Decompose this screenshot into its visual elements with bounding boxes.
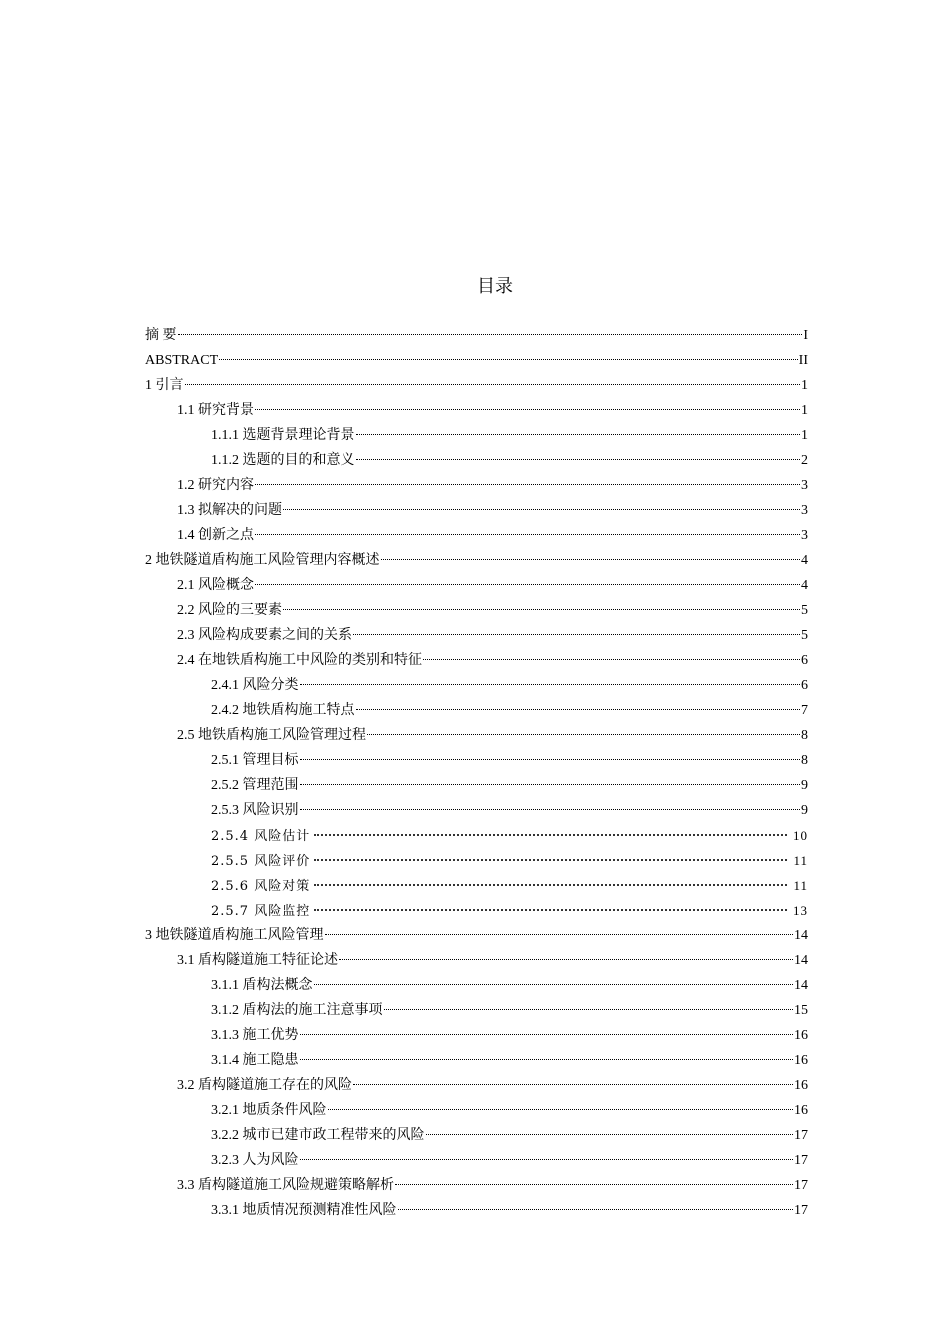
toc-entry[interactable] — [145, 323, 808, 348]
toc-entry-label: 2.5.7 风险监控 — [211, 904, 311, 919]
toc-entry-page-number: 16 — [794, 1028, 808, 1043]
toc-entry-label: 2.2 风险的三要素 — [177, 603, 282, 618]
toc-entry-page-number: 17 — [794, 1203, 808, 1218]
dot-leader — [314, 909, 787, 911]
toc-entry-label: 3.1 盾构隧道施工特征论述 — [177, 953, 338, 968]
dot-leader — [325, 934, 794, 935]
toc-title: 目录 — [477, 276, 513, 296]
dot-leader — [314, 984, 794, 985]
dot-leader — [300, 1034, 794, 1035]
toc-entry[interactable] — [145, 1173, 808, 1198]
toc-entry-page-number: 9 — [801, 803, 808, 818]
toc-entry[interactable] — [145, 998, 808, 1023]
toc-entry[interactable] — [145, 1023, 808, 1048]
toc-entry-label: 2.5.3 风险识别 — [211, 803, 299, 818]
toc-entry-label: 2 地铁隧道盾构施工风险管理内容概述 — [145, 553, 380, 568]
dot-leader — [178, 334, 803, 335]
dot-leader — [283, 509, 800, 510]
toc-entry-page-number: 17 — [794, 1178, 808, 1193]
toc-entry-page-number: 14 — [794, 978, 808, 993]
toc-entry[interactable] — [145, 923, 808, 948]
dot-leader — [185, 384, 801, 385]
toc-entry[interactable] — [145, 348, 808, 373]
toc-entry-page-number: 9 — [801, 778, 808, 793]
toc-entry[interactable] — [145, 498, 808, 523]
dot-leader — [367, 734, 800, 735]
toc-entry-page-number: 1 — [801, 428, 808, 443]
toc-entry-page-number: 4 — [801, 553, 808, 568]
toc-entry[interactable] — [145, 773, 808, 798]
dot-leader — [300, 759, 801, 760]
toc-entry[interactable] — [145, 1123, 808, 1148]
toc-entry-page-number: 8 — [801, 753, 808, 768]
toc-entry-label: 2.3 风险构成要素之间的关系 — [177, 628, 352, 643]
toc-entry-label: 3.1.3 施工优势 — [211, 1028, 299, 1043]
toc-entry-label: 2.5.4 风险估计 — [211, 829, 311, 844]
toc-entry-page-number: I — [803, 328, 808, 343]
toc-entry-page-number: 15 — [794, 1003, 808, 1018]
toc-entry-page-number: 17 — [794, 1128, 808, 1143]
toc-entry-page-number: 11 — [793, 853, 808, 868]
toc-entry-label: 3.3 盾构隧道施工风险规避策略解析 — [177, 1178, 394, 1193]
toc-entry[interactable] — [145, 573, 808, 598]
toc-entry-label: 2.5.6 风险对策 — [211, 879, 311, 894]
toc-entry[interactable] — [145, 423, 808, 448]
toc-entry[interactable] — [145, 1073, 808, 1098]
toc-entry-label: 2.5.5 风险评价 — [211, 854, 311, 869]
toc-entry-label: 2.5 地铁盾构施工风险管理过程 — [177, 728, 366, 743]
toc-entry[interactable] — [145, 748, 808, 773]
toc-entry-label: 摘 要 — [145, 328, 177, 343]
toc-entry-page-number: 16 — [794, 1103, 808, 1118]
toc-entry-page-number: II — [798, 353, 808, 368]
dot-leader — [353, 634, 800, 635]
toc-entry-page-number: 16 — [794, 1078, 808, 1093]
dot-leader — [283, 609, 800, 610]
toc-entry-page-number: 5 — [801, 628, 808, 643]
dot-leader — [356, 459, 801, 460]
dot-leader — [300, 784, 801, 785]
toc-entry-page-number: 1 — [801, 378, 808, 393]
toc-entry[interactable] — [145, 548, 808, 573]
toc-entry-label: 3.2 盾构隧道施工存在的风险 — [177, 1078, 352, 1093]
toc-entry-label: 2.4.2 地铁盾构施工特点 — [211, 703, 355, 718]
toc-entry[interactable] — [145, 523, 808, 548]
toc-entry-page-number: 14 — [794, 928, 808, 943]
toc-entry-label: 3.2.2 城市已建市政工程带来的风险 — [211, 1128, 425, 1143]
dot-leader — [381, 559, 801, 560]
toc-entry-page-number: 3 — [801, 528, 808, 543]
table-of-contents — [145, 323, 808, 1223]
dot-leader — [219, 359, 798, 360]
toc-entry-label: 1.1.2 选题的目的和意义 — [211, 453, 355, 468]
dot-leader — [300, 1059, 794, 1060]
toc-entry-page-number: 2 — [801, 453, 808, 468]
dot-leader — [384, 1009, 794, 1010]
toc-entry-page-number: 8 — [801, 728, 808, 743]
dot-leader — [328, 1109, 794, 1110]
toc-entry-page-number: 16 — [794, 1053, 808, 1068]
toc-entry-label: 2.4 在地铁盾构施工中风险的类别和特征 — [177, 653, 422, 668]
dot-leader — [314, 834, 787, 836]
toc-entry[interactable] — [145, 948, 808, 973]
toc-entry[interactable] — [145, 673, 808, 698]
toc-entry-page-number: 7 — [801, 703, 808, 718]
toc-entry[interactable] — [145, 798, 808, 823]
toc-entry-label: 3.2.1 地质条件风险 — [211, 1103, 327, 1118]
toc-entry[interactable] — [145, 698, 808, 723]
toc-entry[interactable] — [145, 848, 808, 873]
dot-leader — [339, 959, 793, 960]
toc-entry-label: 3.1.1 盾构法概念 — [211, 978, 313, 993]
dot-leader — [255, 484, 800, 485]
dot-leader — [255, 409, 800, 410]
toc-entry[interactable] — [145, 373, 808, 398]
dot-leader — [314, 859, 787, 861]
toc-entry[interactable] — [145, 648, 808, 673]
toc-entry-page-number: 5 — [801, 603, 808, 618]
toc-entry-page-number: 10 — [793, 828, 808, 843]
dot-leader — [255, 584, 800, 585]
dot-leader — [300, 1159, 794, 1160]
toc-entry-page-number: 17 — [794, 1153, 808, 1168]
toc-entry[interactable] — [145, 623, 808, 648]
toc-entry-page-number: 13 — [793, 903, 808, 918]
dot-leader — [255, 534, 800, 535]
dot-leader — [353, 1084, 793, 1085]
dot-leader — [423, 659, 800, 660]
toc-entry-label: 3 地铁隧道盾构施工风险管理 — [145, 928, 324, 943]
toc-entry-label: 1.3 拟解决的问题 — [177, 503, 282, 518]
toc-entry[interactable] — [145, 1148, 808, 1173]
toc-entry-page-number: 4 — [801, 578, 808, 593]
dot-leader — [426, 1134, 794, 1135]
toc-entry-page-number: 1 — [801, 403, 808, 418]
toc-entry-label: 1.4 创新之点 — [177, 528, 254, 543]
toc-entry-label: 2.5.2 管理范围 — [211, 778, 299, 793]
toc-entry[interactable] — [145, 823, 808, 848]
toc-entry-label: 2.5.1 管理目标 — [211, 753, 299, 768]
toc-entry-label: 1.1.1 选题背景理论背景 — [211, 428, 355, 443]
toc-entry[interactable] — [145, 473, 808, 498]
toc-entry[interactable] — [145, 873, 808, 898]
toc-entry[interactable] — [145, 1048, 808, 1073]
toc-entry-page-number: 6 — [801, 653, 808, 668]
toc-entry-page-number: 6 — [801, 678, 808, 693]
toc-entry-label: 3.1.2 盾构法的施工注意事项 — [211, 1003, 383, 1018]
toc-entry-label: 1.1 研究背景 — [177, 403, 254, 418]
toc-entry-label: 2.1 风险概念 — [177, 578, 254, 593]
dot-leader — [398, 1209, 794, 1210]
toc-entry[interactable] — [145, 598, 808, 623]
toc-entry[interactable] — [145, 1198, 808, 1223]
toc-entry[interactable] — [145, 723, 808, 748]
toc-entry-page-number: 11 — [793, 878, 808, 893]
dot-leader — [314, 884, 787, 886]
toc-entry-page-number: 3 — [801, 478, 808, 493]
toc-entry[interactable] — [145, 898, 808, 923]
dot-leader — [300, 809, 801, 810]
dot-leader — [300, 684, 801, 685]
toc-entry[interactable] — [145, 448, 808, 473]
toc-entry-label: 3.2.3 人为风险 — [211, 1153, 299, 1168]
toc-entry-label: 1.2 研究内容 — [177, 478, 254, 493]
toc-entry-page-number: 14 — [794, 953, 808, 968]
toc-entry-label: ABSTRACT — [145, 353, 219, 368]
dot-leader — [395, 1184, 793, 1185]
toc-entry[interactable] — [145, 1098, 808, 1123]
toc-entry-label: 3.1.4 施工隐患 — [211, 1053, 299, 1068]
toc-entry-label: 2.4.1 风险分类 — [211, 678, 299, 693]
toc-entry-label: 3.3.1 地质情况预测精准性风险 — [211, 1203, 397, 1218]
toc-entry[interactable] — [145, 973, 808, 998]
dot-leader — [356, 434, 801, 435]
dot-leader — [356, 709, 801, 710]
toc-entry-page-number: 3 — [801, 503, 808, 518]
toc-entry[interactable] — [145, 398, 808, 423]
toc-entry-label: 1 引言 — [145, 378, 184, 393]
